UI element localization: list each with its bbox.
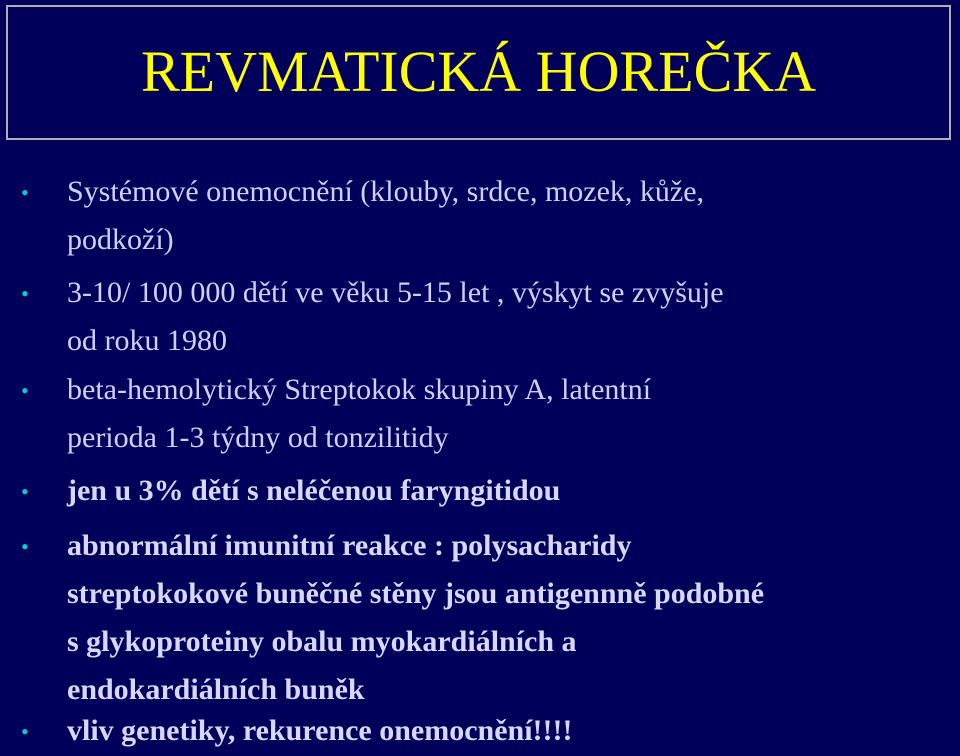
bullet-line: 3-10/ 100 000 dětí ve věku 5-15 let , výskyt se zvyšuje (67, 276, 724, 309)
bullet-text (67, 375, 651, 471)
bullet-line: abnormální imunitní reakce : polysacharidy (67, 529, 632, 562)
bullet-line: od roku 1980 (67, 324, 227, 357)
bullet-line: jen u 3% dětí s neléčenou faryngitidou (67, 474, 561, 507)
bullet-line: perioda 1-3 týdny od tonzilitidy (67, 421, 449, 454)
bullet-text (67, 716, 573, 750)
bullet-icon: • (21, 180, 29, 205)
bullet-icon: • (21, 281, 29, 306)
bullet-icon: • (21, 479, 29, 504)
bullet-line: streptokokové buněčné stěny jsou antigennně podobné (67, 577, 765, 610)
bullet-line: Systémové onemocnění (klouby, srdce, mozek, kůže, (67, 175, 705, 208)
bullet-line: beta-hemolytický Streptokok skupiny A, latentní (67, 373, 652, 406)
bullet-icon: • (21, 719, 29, 744)
bullet-line: endokardiálních buněk (67, 673, 365, 706)
bullet-line: podkoží) (67, 223, 174, 256)
bullet-text (67, 177, 704, 273)
bullet-line: vliv genetiky, rekurence onemocnění!!!! (67, 714, 573, 747)
bullet-text (67, 278, 724, 374)
bullet-text (67, 476, 560, 524)
bullet-icon: • (21, 378, 29, 403)
slide-title: REVMATICKÁ HOREČKA (140, 39, 817, 104)
bullet-line: s glykoproteiny obalu myokardiálních a (67, 625, 577, 658)
bullet-text (67, 531, 764, 723)
bullet-icon: • (21, 534, 29, 559)
